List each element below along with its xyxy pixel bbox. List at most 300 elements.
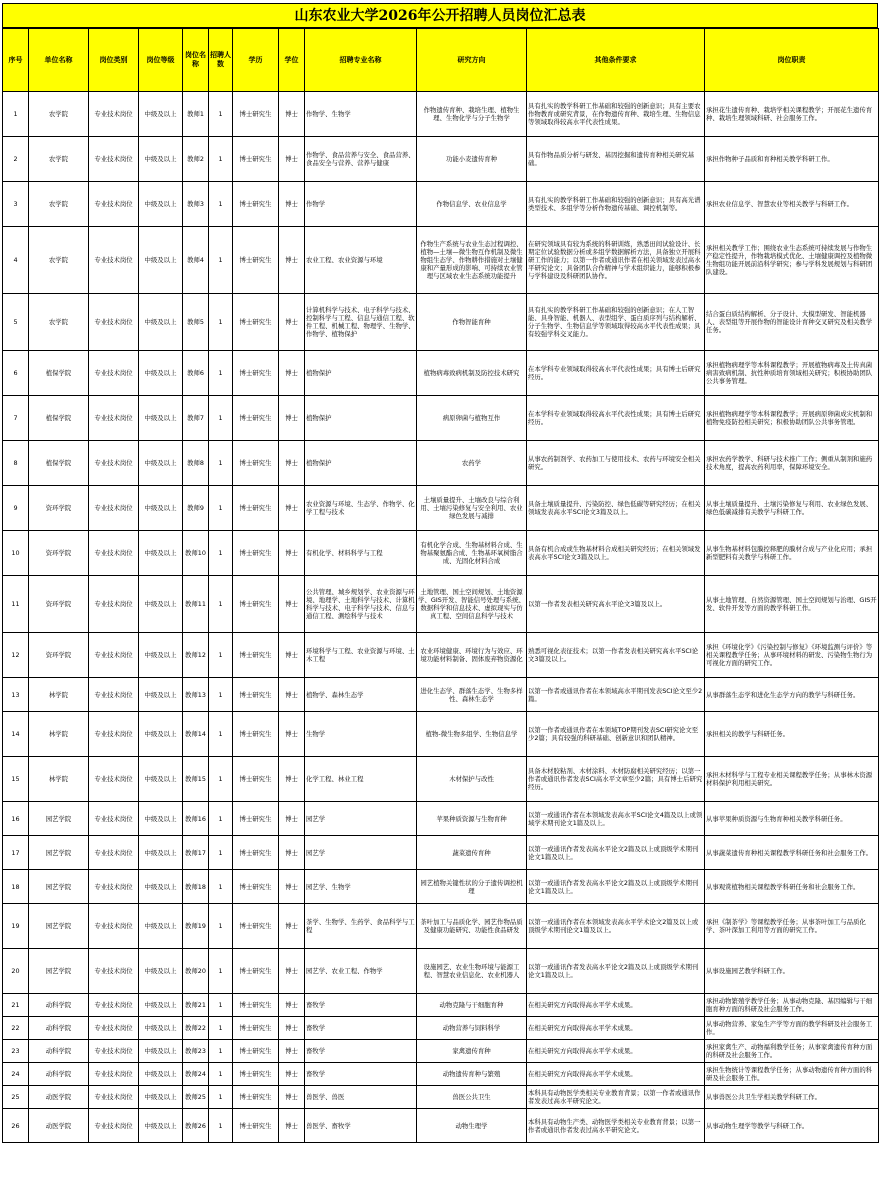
cell-col-level: 中级及以上 bbox=[139, 678, 183, 712]
cell-col-unit: 植保学院 bbox=[29, 396, 89, 441]
cell-col-index: 1 bbox=[3, 92, 29, 137]
cell-col-index: 5 bbox=[3, 294, 29, 351]
cell-col-education: 博士研究生 bbox=[233, 1017, 279, 1040]
cell-col-education: 博士研究生 bbox=[233, 1063, 279, 1086]
cell-col-count: 1 bbox=[209, 227, 233, 294]
cell-col-requirements: 本科具有动物生产类、动物医学类相关专业教育背景；以第一作者或通讯作者发表过高水平研究论文。 bbox=[527, 1109, 705, 1143]
cell-col-education: 博士研究生 bbox=[233, 294, 279, 351]
cell-col-category: 专业技术岗位 bbox=[89, 802, 139, 836]
cell-col-count: 1 bbox=[209, 441, 233, 486]
cell-col-unit: 动科学院 bbox=[29, 1040, 89, 1063]
cell-col-category: 专业技术岗位 bbox=[89, 351, 139, 396]
cell-col-level: 中级及以上 bbox=[139, 870, 183, 904]
cell-col-unit: 园艺学院 bbox=[29, 949, 89, 994]
cell-col-post-name: 教师16 bbox=[183, 802, 209, 836]
cell-col-count: 1 bbox=[209, 294, 233, 351]
table-row bbox=[3, 802, 879, 836]
cell-col-duties: 承担《环境化学》《污染控制与修复》《环境监测与评价》等相关课程教学任务；从事环境材料的研发、污染物生物行为可视化方面的研究工作。 bbox=[705, 633, 879, 678]
cell-col-category: 专业技术岗位 bbox=[89, 678, 139, 712]
table-row bbox=[3, 904, 879, 949]
cell-col-major: 畜牧学 bbox=[305, 994, 417, 1017]
cell-col-post-name: 教师14 bbox=[183, 712, 209, 757]
cell-col-major: 园艺学、农业工程、作物学 bbox=[305, 949, 417, 994]
cell-col-level: 中级及以上 bbox=[139, 1086, 183, 1109]
cell-col-level: 中级及以上 bbox=[139, 441, 183, 486]
cell-col-requirements: 在相关研究方向取得高水平学术成果。 bbox=[527, 1017, 705, 1040]
cell-col-level: 中级及以上 bbox=[139, 757, 183, 802]
cell-col-post-name: 教师15 bbox=[183, 757, 209, 802]
header-col-category: 岗位类别 bbox=[89, 29, 139, 92]
cell-col-level: 中级及以上 bbox=[139, 802, 183, 836]
cell-col-duties: 从事群落生态学和进化生态学方向的教学与科研任务。 bbox=[705, 678, 879, 712]
table-row bbox=[3, 1040, 879, 1063]
cell-col-duties: 从事动物生理学等教学与科研工作。 bbox=[705, 1109, 879, 1143]
table-row bbox=[3, 836, 879, 870]
header-col-count: 招聘人数 bbox=[209, 29, 233, 92]
cell-col-post-name: 教师24 bbox=[183, 1063, 209, 1086]
cell-col-research: 设施园艺、农业生物环境与能源工程、智慧农业信息化、农业机器人 bbox=[417, 949, 527, 994]
cell-col-requirements: 具备有机合成或生物基材料合成相关研究经历；在相关领域发表高水平SCI论文3篇及以上。 bbox=[527, 531, 705, 576]
cell-col-index: 6 bbox=[3, 351, 29, 396]
cell-col-degree: 博士 bbox=[279, 757, 305, 802]
cell-col-degree: 博士 bbox=[279, 949, 305, 994]
cell-col-duties: 从事土地管理、自然资源管理、国土空间规划与治理、GIS开发、软件开发等方面的教学科研工作。 bbox=[705, 576, 879, 633]
cell-col-category: 专业技术岗位 bbox=[89, 396, 139, 441]
cell-col-unit: 动科学院 bbox=[29, 1063, 89, 1086]
cell-col-duties: 承担相关的教学与科研任务。 bbox=[705, 712, 879, 757]
cell-col-major: 生物学 bbox=[305, 712, 417, 757]
cell-col-level: 中级及以上 bbox=[139, 227, 183, 294]
cell-col-research: 作物遗传育种、栽培生理、植物生理、生物化学与分子生物学 bbox=[417, 92, 527, 137]
cell-col-research: 动物生理学 bbox=[417, 1109, 527, 1143]
cell-col-unit: 农学院 bbox=[29, 294, 89, 351]
table-row bbox=[3, 1086, 879, 1109]
cell-col-post-name: 教师17 bbox=[183, 836, 209, 870]
cell-col-education: 博士研究生 bbox=[233, 441, 279, 486]
header-col-major: 招聘专业名称 bbox=[305, 29, 417, 92]
cell-col-education: 博士研究生 bbox=[233, 1109, 279, 1143]
cell-col-education: 博士研究生 bbox=[233, 836, 279, 870]
cell-col-unit: 林学院 bbox=[29, 712, 89, 757]
cell-col-level: 中级及以上 bbox=[139, 182, 183, 227]
cell-col-index: 20 bbox=[3, 949, 29, 994]
cell-col-major: 计算机科学与技术、电子科学与技术、控制科学与工程、信息与通信工程、软件工程、机械工程、物理学、生物学、作物学、植物保护 bbox=[305, 294, 417, 351]
cell-col-count: 1 bbox=[209, 994, 233, 1017]
cell-col-count: 1 bbox=[209, 92, 233, 137]
cell-col-education: 博士研究生 bbox=[233, 531, 279, 576]
table-body bbox=[3, 92, 879, 1143]
page-title: 山东农业大学2026年公开招聘人员岗位汇总表 bbox=[2, 3, 878, 28]
cell-col-post-name: 教师23 bbox=[183, 1040, 209, 1063]
cell-col-duties: 从事观赏植物相关课程教学科研任务和社会服务工作。 bbox=[705, 870, 879, 904]
cell-col-requirements: 具备土壤质量提升、污染防控、绿色低碳等研究经历；在相关领域发表高水平SCI论文3篇及以上。 bbox=[527, 486, 705, 531]
cell-col-unit: 林学院 bbox=[29, 678, 89, 712]
cell-col-requirements: 具备木材胶粘剂、木材涂料、木材防腐相关研究经历；以第一作者或通讯作者发表SCI高水平文章至少2篇；具有博士后研究经历。 bbox=[527, 757, 705, 802]
table-row bbox=[3, 633, 879, 678]
cell-col-education: 博士研究生 bbox=[233, 137, 279, 182]
cell-col-index: 9 bbox=[3, 486, 29, 531]
cell-col-duties: 承担《制茶学》等课程教学任务；从事茶叶加工与品质化学、茶叶深加工利用等方面的研究工作。 bbox=[705, 904, 879, 949]
cell-col-major: 有机化学、材料科学与工程 bbox=[305, 531, 417, 576]
cell-col-education: 博士研究生 bbox=[233, 396, 279, 441]
cell-col-category: 专业技术岗位 bbox=[89, 994, 139, 1017]
cell-col-duties: 承担动物繁殖学教学任务；从事动物克隆、基因编辑与干细胞育种方面的科研及社会服务工作。 bbox=[705, 994, 879, 1017]
cell-col-index: 8 bbox=[3, 441, 29, 486]
cell-col-major: 作物学、食品营养与安全、食品营养、食品安全与营养、营养与健康 bbox=[305, 137, 417, 182]
cell-col-count: 1 bbox=[209, 678, 233, 712]
cell-col-requirements: 在相关研究方向取得高水平学术成果。 bbox=[527, 1040, 705, 1063]
cell-col-duties: 承担作物种子品质和育种相关教学科研工作。 bbox=[705, 137, 879, 182]
cell-col-requirements: 在本学科专业领域取得较高水平代表性成果；具有博士后研究经历。 bbox=[527, 351, 705, 396]
cell-col-count: 1 bbox=[209, 870, 233, 904]
table-row bbox=[3, 137, 879, 182]
cell-col-index: 24 bbox=[3, 1063, 29, 1086]
cell-col-major: 茶学、生物学、生药学、食品科学与工程 bbox=[305, 904, 417, 949]
table-row bbox=[3, 351, 879, 396]
cell-col-requirements: 在研究领域具有较为系统的科研训练，熟悉田间试验设计、长期定位试验数据分析或多组学数据解析方法，具备独立开展科研工作的能力；以第一作者或通讯作者在相关领域发表过高水平研究论文；具备团队合作精神与学术组织能力，能够积极参与学科建设及科研团队协作。 bbox=[527, 227, 705, 294]
cell-col-index: 22 bbox=[3, 1017, 29, 1040]
cell-col-duties: 承担相关教学工作；围绕农业生态系统可持续发展与作物生产稳定性提升，作物栽培模式优化、土壤健康调控及植物微生物组功能开展前沿科学研究；参与学科发展规划与科研团队建设。 bbox=[705, 227, 879, 294]
table-row bbox=[3, 441, 879, 486]
cell-col-category: 专业技术岗位 bbox=[89, 441, 139, 486]
cell-col-education: 博士研究生 bbox=[233, 802, 279, 836]
cell-col-unit: 资环学院 bbox=[29, 531, 89, 576]
cell-col-post-name: 教师1 bbox=[183, 92, 209, 137]
cell-col-major: 农业资源与环境、生态学、作物学、化学工程与技术 bbox=[305, 486, 417, 531]
cell-col-count: 1 bbox=[209, 351, 233, 396]
cell-col-requirements: 以第一或通讯作者发表高水平论文2篇及以上或顶级学术期刊论文1篇及以上。 bbox=[527, 949, 705, 994]
cell-col-requirements: 具有扎实的教学科研工作基础和较强的创新意识；在人工智能、具身智能、机器人、表型组学、蛋白质序列与结构解析、分子生物学、生物信息学等领域取得较高水平代表性成果；具有较强学科交叉能力。 bbox=[527, 294, 705, 351]
cell-col-requirements: 以第一作者或通讯作者在本领域TOP期刊发表SCI研究论文至少2篇；具有较强的科研基础、创新意识和团队精神。 bbox=[527, 712, 705, 757]
table-row bbox=[3, 1063, 879, 1086]
cell-col-duties: 从事兽医公共卫生学相关教学科研工作。 bbox=[705, 1086, 879, 1109]
cell-col-degree: 博士 bbox=[279, 396, 305, 441]
cell-col-major: 畜牧学 bbox=[305, 1040, 417, 1063]
cell-col-education: 博士研究生 bbox=[233, 486, 279, 531]
cell-col-count: 1 bbox=[209, 396, 233, 441]
cell-col-major: 园艺学 bbox=[305, 802, 417, 836]
cell-col-education: 博士研究生 bbox=[233, 678, 279, 712]
cell-col-level: 中级及以上 bbox=[139, 1040, 183, 1063]
cell-col-major: 兽医学、畜牧学 bbox=[305, 1109, 417, 1143]
cell-col-count: 1 bbox=[209, 712, 233, 757]
cell-col-category: 专业技术岗位 bbox=[89, 137, 139, 182]
cell-col-index: 17 bbox=[3, 836, 29, 870]
cell-col-major: 畜牧学 bbox=[305, 1063, 417, 1086]
cell-col-index: 25 bbox=[3, 1086, 29, 1109]
cell-col-unit: 动科学院 bbox=[29, 994, 89, 1017]
cell-col-research: 进化生态学、群落生态学、生物多样性、森林生态学 bbox=[417, 678, 527, 712]
cell-col-duties: 承担农药学教学、科研与技术推广工作；侧重从制剂和施药技术角度，提高农药利用率，保障环境安全。 bbox=[705, 441, 879, 486]
cell-col-research: 苹果种质资源与生物育种 bbox=[417, 802, 527, 836]
table-row bbox=[3, 396, 879, 441]
cell-col-requirements: 以第一或通讯作者在本领域发表高水平SCI论文4篇及以上或领域学术期刊论文1篇及以上。 bbox=[527, 802, 705, 836]
cell-col-unit: 林学院 bbox=[29, 757, 89, 802]
cell-col-unit: 园艺学院 bbox=[29, 904, 89, 949]
cell-col-education: 博士研究生 bbox=[233, 1086, 279, 1109]
cell-col-degree: 博士 bbox=[279, 486, 305, 531]
cell-col-research: 作物生产系统与农业生态过程调控、植物—土壤—微生物互作机制及微生物组生态学、作物耕作措施对土壤健康和产量形成的影响、可持续农业管理与区域农业生态系统功能提升 bbox=[417, 227, 527, 294]
table-row bbox=[3, 994, 879, 1017]
cell-col-index: 13 bbox=[3, 678, 29, 712]
cell-col-education: 博士研究生 bbox=[233, 351, 279, 396]
header-col-education: 学历 bbox=[233, 29, 279, 92]
table-row bbox=[3, 870, 879, 904]
cell-col-major: 兽医学、兽医 bbox=[305, 1086, 417, 1109]
cell-col-research: 茶叶加工与品质化学、园艺作物品质及健康功能研究、功能性食品研发 bbox=[417, 904, 527, 949]
cell-col-post-name: 教师25 bbox=[183, 1086, 209, 1109]
cell-col-count: 1 bbox=[209, 531, 233, 576]
cell-col-post-name: 教师26 bbox=[183, 1109, 209, 1143]
cell-col-research: 兽医公共卫生 bbox=[417, 1086, 527, 1109]
cell-col-post-name: 教师2 bbox=[183, 137, 209, 182]
cell-col-level: 中级及以上 bbox=[139, 92, 183, 137]
cell-col-education: 博士研究生 bbox=[233, 870, 279, 904]
cell-col-degree: 博士 bbox=[279, 1109, 305, 1143]
header-col-unit: 单位名称 bbox=[29, 29, 89, 92]
cell-col-requirements: 本科具有动物医学类相关专业教育背景；以第一作者或通讯作者发表过高水平研究论文。 bbox=[527, 1086, 705, 1109]
cell-col-duties: 从事动物营养、家兔生产学等方面的教学科研及社会服务工作。 bbox=[705, 1017, 879, 1040]
cell-col-research: 土地管理、国土空间规划、土地资源学、GIS开发、智能信号处理与系统、数据科学和信息技术、虚拟现实与仿真工程、空间信息科学与技术 bbox=[417, 576, 527, 633]
cell-col-level: 中级及以上 bbox=[139, 633, 183, 678]
cell-col-major: 植物保护 bbox=[305, 351, 417, 396]
cell-col-research: 园艺植物关键性状的分子遗传调控机理 bbox=[417, 870, 527, 904]
cell-col-count: 1 bbox=[209, 633, 233, 678]
table-row bbox=[3, 576, 879, 633]
cell-col-requirements: 在相关研究方向取得高水平学术成果。 bbox=[527, 1063, 705, 1086]
cell-col-degree: 博士 bbox=[279, 802, 305, 836]
table-row bbox=[3, 1109, 879, 1143]
cell-col-major: 植物保护 bbox=[305, 441, 417, 486]
cell-col-requirements: 具有作物品质分析与研发、基因挖掘和遗传育种相关研究基础。 bbox=[527, 137, 705, 182]
cell-col-duties: 从事土壤质量提升、土壤污染修复与利用、农业绿色发展、绿色低碳减排有关教学与科研工作。 bbox=[705, 486, 879, 531]
cell-col-unit: 农学院 bbox=[29, 182, 89, 227]
table-row bbox=[3, 92, 879, 137]
cell-col-degree: 博士 bbox=[279, 227, 305, 294]
cell-col-post-name: 教师9 bbox=[183, 486, 209, 531]
cell-col-level: 中级及以上 bbox=[139, 904, 183, 949]
cell-col-degree: 博士 bbox=[279, 137, 305, 182]
cell-col-unit: 农学院 bbox=[29, 227, 89, 294]
cell-col-level: 中级及以上 bbox=[139, 486, 183, 531]
cell-col-major: 畜牧学 bbox=[305, 1017, 417, 1040]
header-col-requirements: 其他条件要求 bbox=[527, 29, 705, 92]
cell-col-research: 家禽遗传育种 bbox=[417, 1040, 527, 1063]
cell-col-level: 中级及以上 bbox=[139, 1109, 183, 1143]
cell-col-major: 农业工程、农业资源与环境 bbox=[305, 227, 417, 294]
cell-col-post-name: 教师10 bbox=[183, 531, 209, 576]
cell-col-education: 博士研究生 bbox=[233, 949, 279, 994]
cell-col-requirements: 从事农药制剂学、农药加工与使用技术、农药与环境安全相关研究。 bbox=[527, 441, 705, 486]
cell-col-degree: 博士 bbox=[279, 1040, 305, 1063]
cell-col-duties: 结合蛋白质结构解析、分子设计、大模型研发、智能机器人、表型组等开展作物的智能设计育种交叉研究及相关教学任务。 bbox=[705, 294, 879, 351]
cell-col-requirements: 以第一作者发表相关研究高水平论文3篇及以上。 bbox=[527, 576, 705, 633]
cell-col-post-name: 教师6 bbox=[183, 351, 209, 396]
cell-col-duties: 承担植物病理学等本科课程教学；开展植物病毒及土传真菌病害致病机制、抗性种质培育领域相关研究；积极协助团队公共事务管理。 bbox=[705, 351, 879, 396]
job-table bbox=[2, 28, 879, 1143]
cell-col-index: 15 bbox=[3, 757, 29, 802]
cell-col-count: 1 bbox=[209, 1109, 233, 1143]
cell-col-research: 蔬菜遗传育种 bbox=[417, 836, 527, 870]
cell-col-level: 中级及以上 bbox=[139, 531, 183, 576]
cell-col-count: 1 bbox=[209, 1063, 233, 1086]
cell-col-category: 专业技术岗位 bbox=[89, 227, 139, 294]
cell-col-unit: 资环学院 bbox=[29, 633, 89, 678]
cell-col-post-name: 教师4 bbox=[183, 227, 209, 294]
header-col-index: 序号 bbox=[3, 29, 29, 92]
cell-col-research: 动物克隆与干细胞育种 bbox=[417, 994, 527, 1017]
cell-col-count: 1 bbox=[209, 757, 233, 802]
cell-col-requirements: 具有扎实的教学科研工作基础和较强的创新意识；具有高光谱类型技术、多组学等分析作物遗传基础、调控机制等。 bbox=[527, 182, 705, 227]
cell-col-post-name: 教师21 bbox=[183, 994, 209, 1017]
cell-col-degree: 博士 bbox=[279, 294, 305, 351]
cell-col-index: 4 bbox=[3, 227, 29, 294]
cell-col-unit: 园艺学院 bbox=[29, 802, 89, 836]
cell-col-category: 专业技术岗位 bbox=[89, 633, 139, 678]
cell-col-post-name: 教师8 bbox=[183, 441, 209, 486]
cell-col-unit: 农学院 bbox=[29, 92, 89, 137]
cell-col-degree: 博士 bbox=[279, 531, 305, 576]
cell-col-post-name: 教师22 bbox=[183, 1017, 209, 1040]
cell-col-category: 专业技术岗位 bbox=[89, 712, 139, 757]
cell-col-count: 1 bbox=[209, 1086, 233, 1109]
cell-col-degree: 博士 bbox=[279, 351, 305, 396]
cell-col-research: 土壤质量提升、土壤改良与综合利用、土壤污染修复与安全利用、农业绿色发展与减排 bbox=[417, 486, 527, 531]
table-row bbox=[3, 949, 879, 994]
cell-col-requirements: 具有扎实的教学科研工作基础和较强的创新意识；具有主要农作物教育或研究背景，在作物遗传育种、栽培生理、生物信息等领域取得较高水平代表性成果。 bbox=[527, 92, 705, 137]
cell-col-major: 环境科学与工程、农业资源与环境、土木工程 bbox=[305, 633, 417, 678]
cell-col-education: 博士研究生 bbox=[233, 227, 279, 294]
cell-col-research: 农业环境健康、环境行为与效应、环境功能材料制备、固体废弃物资源化 bbox=[417, 633, 527, 678]
cell-col-duties: 从事生物基材料包膜控释肥的膜材合成与产业化应用；承担新型肥料有关教学与科研工作。 bbox=[705, 531, 879, 576]
cell-col-education: 博士研究生 bbox=[233, 182, 279, 227]
cell-col-unit: 资环学院 bbox=[29, 486, 89, 531]
cell-col-category: 专业技术岗位 bbox=[89, 1040, 139, 1063]
cell-col-education: 博士研究生 bbox=[233, 757, 279, 802]
cell-col-level: 中级及以上 bbox=[139, 1017, 183, 1040]
cell-col-research: 植物病毒致病机制及防控技术研究 bbox=[417, 351, 527, 396]
cell-col-count: 1 bbox=[209, 949, 233, 994]
cell-col-duties: 承担木材科学与工程专业相关课程教学任务；从事林木资源材料保护利用相关研究。 bbox=[705, 757, 879, 802]
cell-col-research: 木材保护与改性 bbox=[417, 757, 527, 802]
cell-col-count: 1 bbox=[209, 182, 233, 227]
cell-col-education: 博士研究生 bbox=[233, 633, 279, 678]
cell-col-count: 1 bbox=[209, 836, 233, 870]
cell-col-count: 1 bbox=[209, 1040, 233, 1063]
cell-col-major: 园艺学 bbox=[305, 836, 417, 870]
cell-col-duties: 承担农业信息学、智慧农业等相关教学与科研工作。 bbox=[705, 182, 879, 227]
cell-col-degree: 博士 bbox=[279, 1086, 305, 1109]
cell-col-index: 2 bbox=[3, 137, 29, 182]
cell-col-requirements: 以第一或通讯作者发表高水平论文2篇及以上或顶级学术期刊论文1篇及以上。 bbox=[527, 870, 705, 904]
cell-col-count: 1 bbox=[209, 486, 233, 531]
header-col-degree: 学位 bbox=[279, 29, 305, 92]
cell-col-degree: 博士 bbox=[279, 870, 305, 904]
cell-col-post-name: 教师3 bbox=[183, 182, 209, 227]
cell-col-major: 公共管理、城乡规划学、农业资源与环境、地理学、土地科学与技术、计算机科学与技术、电子科学与技术、信息与通信工程、测绘科学与技术 bbox=[305, 576, 417, 633]
table-row bbox=[3, 486, 879, 531]
table-row bbox=[3, 227, 879, 294]
cell-col-index: 7 bbox=[3, 396, 29, 441]
cell-col-major: 作物学、生物学 bbox=[305, 92, 417, 137]
header-col-level: 岗位等级 bbox=[139, 29, 183, 92]
cell-col-research: 有机化学合成、生物基材料合成、生物基聚氨酯合成、生物基环氧树脂合成、光固化材料合成 bbox=[417, 531, 527, 576]
cell-col-index: 16 bbox=[3, 802, 29, 836]
cell-col-category: 专业技术岗位 bbox=[89, 1109, 139, 1143]
cell-col-degree: 博士 bbox=[279, 441, 305, 486]
cell-col-degree: 博士 bbox=[279, 678, 305, 712]
cell-col-duties: 从事设施园艺教学科研工作。 bbox=[705, 949, 879, 994]
cell-col-education: 博士研究生 bbox=[233, 994, 279, 1017]
cell-col-major: 植物保护 bbox=[305, 396, 417, 441]
cell-col-duties: 承担家禽生产、动物福利教学任务；从事家禽遗传育种方面的科研及社会服务工作。 bbox=[705, 1040, 879, 1063]
cell-col-research: 作物智能育种 bbox=[417, 294, 527, 351]
cell-col-level: 中级及以上 bbox=[139, 396, 183, 441]
cell-col-level: 中级及以上 bbox=[139, 949, 183, 994]
cell-col-degree: 博士 bbox=[279, 994, 305, 1017]
cell-col-major: 园艺学、生物学 bbox=[305, 870, 417, 904]
cell-col-education: 博士研究生 bbox=[233, 712, 279, 757]
cell-col-degree: 博士 bbox=[279, 836, 305, 870]
table-row bbox=[3, 757, 879, 802]
cell-col-unit: 动医学院 bbox=[29, 1086, 89, 1109]
cell-col-category: 专业技术岗位 bbox=[89, 182, 139, 227]
cell-col-requirements: 以第一作者或通讯作者在本领域高水平期刊发表SCI论文至少2篇。 bbox=[527, 678, 705, 712]
cell-col-requirements: 在相关研究方向取得高水平学术成果。 bbox=[527, 994, 705, 1017]
cell-col-count: 1 bbox=[209, 904, 233, 949]
cell-col-unit: 园艺学院 bbox=[29, 836, 89, 870]
cell-col-education: 博士研究生 bbox=[233, 92, 279, 137]
cell-col-requirements: 熟悉可视化表征技术；以第一作者发表相关研究高水平SCI论文3篇及以上。 bbox=[527, 633, 705, 678]
cell-col-category: 专业技术岗位 bbox=[89, 1017, 139, 1040]
cell-col-research: 功能小麦遗传育种 bbox=[417, 137, 527, 182]
cell-col-category: 专业技术岗位 bbox=[89, 870, 139, 904]
cell-col-category: 专业技术岗位 bbox=[89, 904, 139, 949]
cell-col-unit: 植保学院 bbox=[29, 351, 89, 396]
cell-col-unit: 资环学院 bbox=[29, 576, 89, 633]
cell-col-level: 中级及以上 bbox=[139, 1063, 183, 1086]
cell-col-count: 1 bbox=[209, 1017, 233, 1040]
cell-col-category: 专业技术岗位 bbox=[89, 949, 139, 994]
cell-col-research: 植物-微生物多组学、生物信息学 bbox=[417, 712, 527, 757]
cell-col-level: 中级及以上 bbox=[139, 294, 183, 351]
cell-col-education: 博士研究生 bbox=[233, 1040, 279, 1063]
cell-col-post-name: 教师18 bbox=[183, 870, 209, 904]
cell-col-unit: 动医学院 bbox=[29, 1109, 89, 1143]
cell-col-degree: 博士 bbox=[279, 576, 305, 633]
header-col-post-name: 岗位名称 bbox=[183, 29, 209, 92]
cell-col-degree: 博士 bbox=[279, 1017, 305, 1040]
cell-col-post-name: 教师12 bbox=[183, 633, 209, 678]
cell-col-degree: 博士 bbox=[279, 904, 305, 949]
table-header-row bbox=[3, 29, 879, 92]
cell-col-research: 动物遗传育种与繁殖 bbox=[417, 1063, 527, 1086]
cell-col-degree: 博士 bbox=[279, 1063, 305, 1086]
cell-col-index: 26 bbox=[3, 1109, 29, 1143]
table-row bbox=[3, 712, 879, 757]
cell-col-count: 1 bbox=[209, 576, 233, 633]
cell-col-index: 23 bbox=[3, 1040, 29, 1063]
cell-col-requirements: 以第一或通讯作者在本领域发表高水平学术论文2篇及以上或顶级学术期刊论文1篇及以上。 bbox=[527, 904, 705, 949]
cell-col-research: 农药学 bbox=[417, 441, 527, 486]
cell-col-research: 作物信息学、农业信息学 bbox=[417, 182, 527, 227]
cell-col-duties: 从事蔬菜遗传育种相关课程教学科研任务和社会服务工作。 bbox=[705, 836, 879, 870]
cell-col-research: 病原卵菌与植物互作 bbox=[417, 396, 527, 441]
cell-col-post-name: 教师7 bbox=[183, 396, 209, 441]
cell-col-major: 化学工程、林业工程 bbox=[305, 757, 417, 802]
cell-col-post-name: 教师20 bbox=[183, 949, 209, 994]
table-row bbox=[3, 1017, 879, 1040]
